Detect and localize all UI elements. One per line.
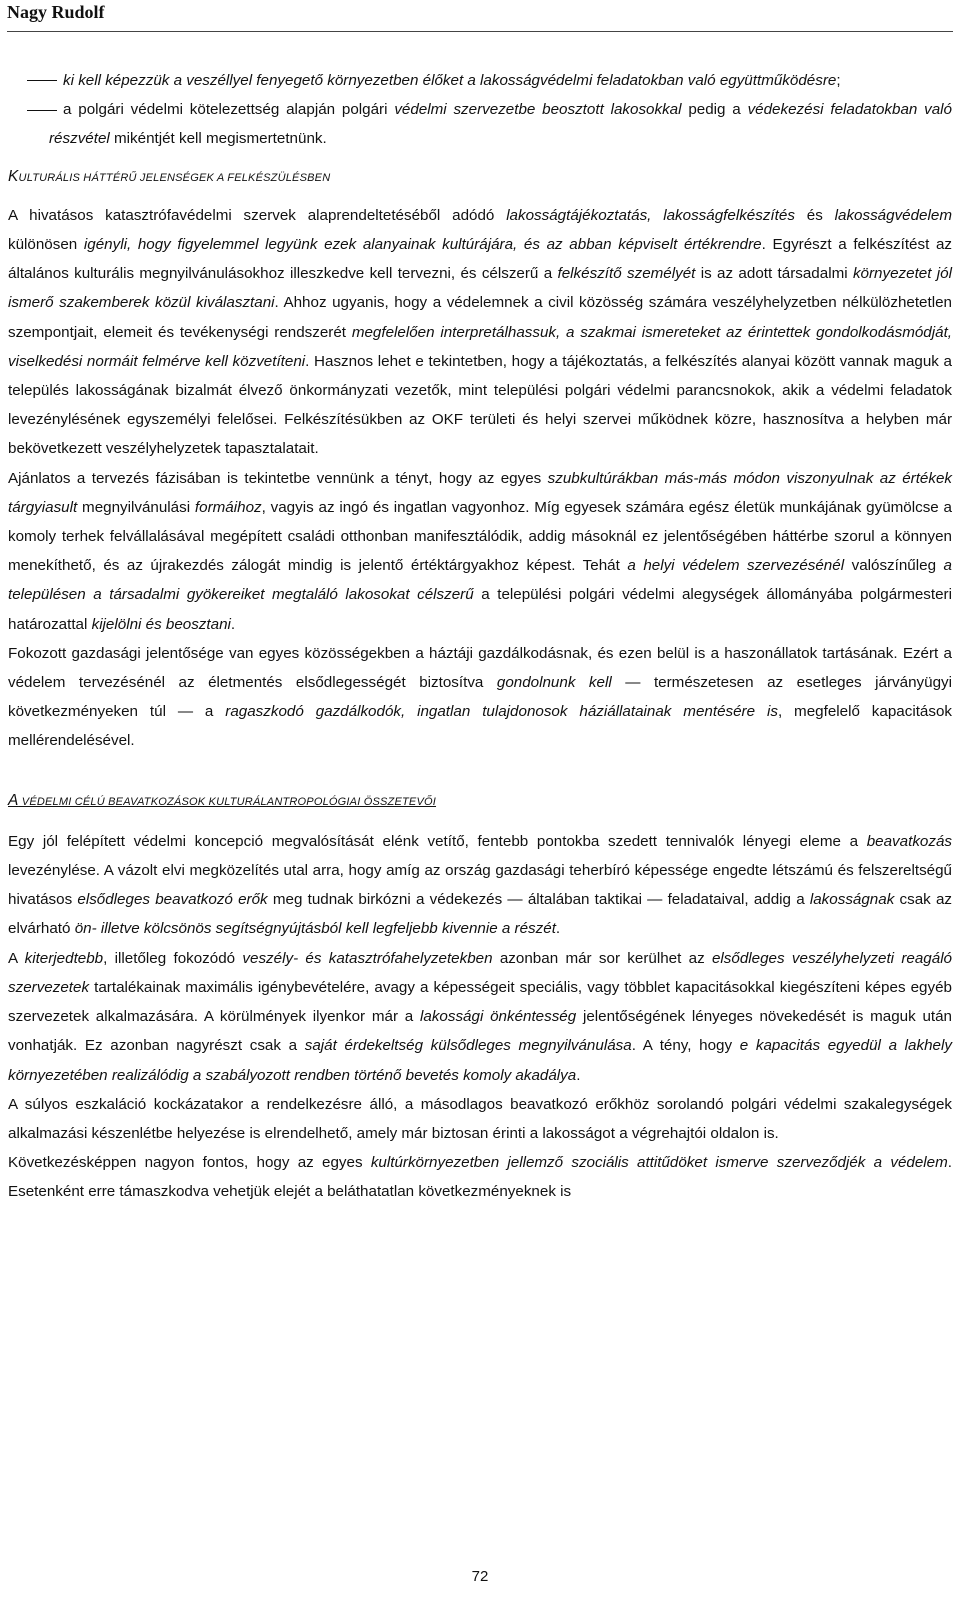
heading-rest: VÉDELMI CÉLÚ BEAVATKOZÁSOK KULTURÁLANTROPOLÓGIAI ÖSSZETEVŐI — [18, 795, 437, 808]
italic-text-run: lakosságnak — [809, 891, 895, 909]
text-run: — természetesen az esetleges járványügyi következményeken túl — a — [8, 674, 952, 721]
italic-text-run: a településen a társadalmi gyökereiket megtaláló lakosokat célszerű — [8, 557, 952, 604]
header-divider — [7, 31, 953, 32]
italic-text-run: igényli, hogy figyelemmel legyünk ezek alanyainak kultúrájára, és az abban képviselt értékrendre — [83, 236, 762, 254]
paragraph — [8, 827, 952, 944]
text-run: azonban már sor kerülhet az — [492, 949, 712, 967]
text-run: megnyilvánulási — [77, 498, 195, 516]
text-run: A súlyos eszkaláció kockázatakor a rendelkezésre álló, a másodlagos beavatkozó erőkhöz sorolandó polgári védelmi szakalegységek alkalmazási készenlétbe helyezése is elrendelhető, amely már biztosan érinti a lakosságot a végrehajtói oldalon is. — [8, 1095, 952, 1142]
section-heading — [8, 162, 952, 193]
text-run: . — [576, 1066, 581, 1084]
text-run: tartalékainak maximális igénybevételére, avagy a képességeit speciális, vagy többlet kapacitásokkal kiegészíteni képes egyéb szervezetek alkalmazására. A körülmények ilyenkor már a — [8, 978, 952, 1026]
text-run: Egy jól felépített védelmi koncepció megvalósítását elénk vetítő, fentebb pontokba szedett tennivalók lényegi eleme a — [8, 832, 867, 850]
text-run: Ajánlatos a tervezés fázisában is tekintetbe vennünk a tényt, hogy az egyes — [8, 469, 548, 487]
paragraph — [8, 1148, 952, 1206]
text-run: . Egyrészt a felkészítést az általános kulturális megnyilvánulásokhoz illeszkedve kell tervezni, és célszerű a — [8, 236, 952, 283]
text-run: a polgári védelmi kötelezettség alapján polgári — [63, 101, 395, 119]
em-dash-bullet-icon — [27, 80, 57, 81]
italic-text-run: veszély- és katasztrófahelyzetekben — [242, 949, 493, 967]
italic-text-run: formáihoz — [194, 498, 262, 516]
text-run: valószínűleg — [844, 557, 944, 575]
paragraph — [8, 639, 952, 756]
italic-text-run: ragaszkodó gazdálkodók, ingatlan tulajdonosok háziállatainak mentésére is — [225, 703, 778, 721]
paragraph — [8, 1090, 952, 1148]
heading-initial: A — [8, 791, 19, 809]
text-run: Fokozott gazdasági jelentősége van egyes közösségekben a háztáji gazdálkodásnak, és ezen belül is a haszonállatok tartásának. Ezért a védelem tervezésénél az életmentés elsődlegességét biztosítva — [8, 644, 952, 692]
text-run: jelentőségének lényeges növekedését is maguk után vonhatják. Ez azonban nagyrészt csak a — [8, 1008, 952, 1055]
text-run: csak az elvárható — [8, 891, 952, 938]
text-run: különösen — [8, 236, 84, 254]
italic-text-run: ön- illetve kölcsönös segítségnyújtásból kell legfeljebb kivennie a részét — [74, 920, 556, 938]
italic-text-run: a helyi védelem szervezésénél — [627, 557, 845, 575]
text-run: pedig a — [681, 101, 748, 119]
text-run: , megfelelő kapacitások mellérendelésével. — [8, 703, 953, 750]
paragraph — [8, 944, 952, 1090]
italic-text-run: védekezési feladatokban való részvétel — [49, 101, 953, 148]
text-run: . — [230, 615, 236, 633]
text-run: . Hasznos lehet e tekintetben, hogy a tájékoztatás, a felkészítés alanyai között vannak maguk a település lakosságának bizalmát élvező önkormányzati vezetők, mint települési polgári védelmi parancsnokok, akik a védelmi feladatok levezénylésének egyszemélyi felelősei. Felkészítésükben az OKF területi és helyi szervei működnek közre, hasznosítva a helyben már bekövetkezett veszélyhelyzetek tapasztalatait. — [8, 352, 952, 458]
italic-text-run: e kapacitás egyedül a lakhely környezetében realizálódig a szabályozott rendben történő bevetés komoly akadálya — [8, 1037, 952, 1084]
paragraph — [8, 464, 952, 639]
italic-text-run: védelmi szervezetbe beosztott lakosokkal — [394, 101, 682, 119]
text-run: meg tudnak birkózni a védekezés — általában taktikai — feladataival, addig a — [267, 891, 810, 909]
text-run: . Esetenként erre támaszkodva vehetjük elejét a beláthatatlan következményeknek is — [8, 1154, 953, 1201]
text-run: és — [794, 206, 835, 224]
italic-text-run: kultúrkörnyezetben jellemző szociális attitűdöket ismerve szerveződjék a védelem — [370, 1154, 948, 1172]
italic-text-run: kiterjedtebb — [24, 949, 104, 967]
text-run: a települési polgári védelmi alegységek állományába polgármesteri határozattal — [8, 586, 952, 633]
italic-text-run: környezetet jól ismerő szakemberek közül kiválasztani — [8, 265, 952, 312]
text-run: is az adott társadalmi — [695, 265, 853, 283]
text-run: . Ahhoz ugyanis, hogy a védelemnek a civil közösség számára veszélyhelyzetben nélkülözhetetlen szempontjait, elemeit és tevékenységi rendszerét — [8, 294, 952, 341]
section-heading — [8, 786, 952, 817]
text-run: levezénylése. A vázolt elvi megközelítés utal arra, hogy amíg az ország gazdasági teherbíró képessége engedte létszámú és felszereltségű hivatásos — [8, 862, 952, 909]
text-run: Következésképpen nagyon fontos, hogy az egyes — [8, 1154, 371, 1172]
italic-text-run: megfelelően interpretálhassuk, a szakmai ismereteket az érintettek gondolkodásmódját, viselkedési normáit felmérve kell közvetíteni — [8, 323, 953, 370]
italic-text-run: gondolnunk kell — [496, 674, 612, 692]
italic-text-run: beavatkozás — [866, 832, 952, 850]
text-run: A hivatásos katasztrófavédelmi szervek alaprendeltetéséből adódó — [8, 206, 507, 224]
italic-text-run: lakosságtájékoztatás, lakosságfelkészítés — [506, 206, 795, 224]
page-number: 72 — [471, 1568, 489, 1585]
em-dash-bullet-icon — [27, 110, 57, 111]
italic-text-run: elsődleges beavatkozó erők — [77, 891, 268, 909]
italic-text-run: szubkultúrákban más-más módon viszonyulnak az értékek tárgyiasult — [8, 469, 953, 516]
italic-text-run: lakosságvédelem — [834, 206, 952, 224]
italic-text-run: lakossági önkéntesség — [420, 1008, 577, 1026]
heading-initial: K — [8, 167, 19, 185]
text-run: . A tény, hogy — [631, 1037, 740, 1055]
italic-text-run: saját érdekeltség külsődleges megnyilvánulása — [304, 1037, 632, 1055]
text-run: A — [8, 949, 25, 967]
bullet-item — [27, 66, 952, 95]
text-run: , illetőleg fokozódó — [103, 949, 243, 967]
text-run: mikéntjét kell megismertetnünk. — [109, 130, 327, 148]
italic-text-run: elsődleges veszélyhelyzeti reagáló szervezetek — [8, 949, 953, 996]
text-run: , vagyis az ingó és ingatlan vagyonhoz. Míg egyesek számára egész életük munkájának gyümölcse a komoly terhek felvállalásával megépített családi otthonban manifesztálódik, addig másoknál ez jelentőségében háttérbe szorul a könnyen menekíthető, és az újrakezdés zálogát mindig is jelentő értéktárgyakhoz képest. Tehát — [8, 498, 953, 575]
heading-rest: ULTURÁLIS HÁTTÉRŰ JELENSÉGEK A FELKÉSZÜLÉSBEN — [18, 171, 331, 184]
body-text — [8, 66, 952, 1207]
bullet-item — [27, 95, 952, 153]
italic-text-run: ki kell képezzük a veszéllyel fenyegető környezetben élőket a lakosságvédelmi feladatokban való együttműködésre — [63, 72, 837, 89]
italic-text-run: kijelölni és beosztani — [91, 615, 231, 633]
text-run: ; — [836, 72, 841, 89]
italic-text-run: felkészítő személyét — [557, 265, 696, 283]
paragraph — [8, 201, 952, 464]
text-run: . — [555, 920, 561, 938]
running-header-author: Nagy Rudolf — [7, 2, 105, 22]
